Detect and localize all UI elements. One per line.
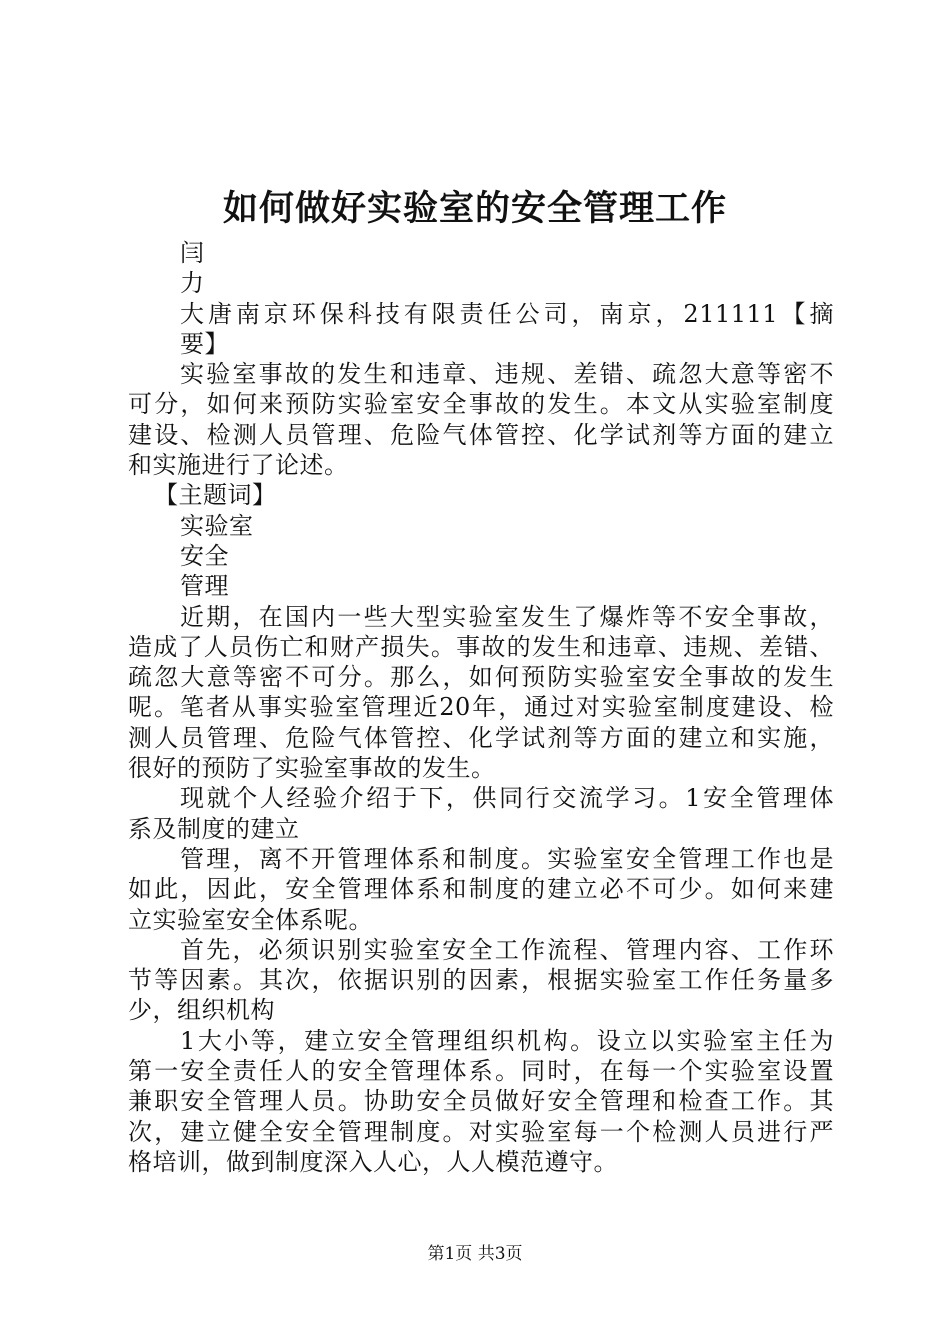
paragraph-line: 次，建立健全安全管理制度。对实验室每一个检测人员进行严 (128, 1117, 834, 1146)
paragraph-line: 管理，离不开管理体系和制度。实验室安全管理工作也是 (180, 844, 834, 873)
paragraph-line: 现就个人经验介绍于下，供同行交流学习。1安全管理体 (180, 784, 834, 813)
paragraph-line: 第一安全责任人的安全管理体系。同时，在每一个实验室设置 (128, 1057, 834, 1086)
document-body (128, 238, 834, 1177)
affiliation-line: 大唐南京环保科技有限责任公司，南京，211111【摘 (180, 299, 834, 328)
abstract-line: 可分，如何来预防实验室安全事故的发生。本文从实验室制度 (128, 390, 834, 419)
keyword: 安全 (180, 541, 229, 570)
page-footer: 第1页 共3页 (427, 1244, 523, 1264)
keywords-label: 【主题词】 (154, 481, 277, 510)
paragraph-line: 系及制度的建立 (128, 814, 300, 843)
abstract-label: 要】 (180, 329, 229, 358)
paragraph-line: 呢。笔者从事实验室管理近20年，通过对实验室制度建设、检 (128, 693, 834, 722)
abstract-line: 和实施进行了论述。 (128, 451, 349, 480)
paragraph-line: 很好的预防了实验室事故的发生。 (128, 754, 496, 783)
paragraph-line: 1大小等，建立安全管理组织机构。设立以实验室主任为 (180, 1026, 834, 1055)
paragraph-line: 少，组织机构 (128, 996, 275, 1025)
keyword: 管理 (180, 572, 229, 601)
paragraph-line: 近期，在国内一些大型实验室发生了爆炸等不安全事故， (180, 602, 834, 631)
author-line: 闫 (180, 239, 205, 267)
keyword: 实验室 (180, 511, 254, 540)
abstract-line: 建设、检测人员管理、危险气体管控、化学试剂等方面的建立 (128, 420, 834, 449)
paragraph-line: 节等因素。其次，依据识别的因素，根据实验室工作任务量多 (128, 966, 834, 995)
document-title: 如何做好实验室的安全管理工作 (222, 188, 727, 229)
paragraph-line: 如此，因此，安全管理体系和制度的建立必不可少。如何来建 (128, 875, 834, 904)
abstract-line: 实验室事故的发生和违章、违规、差错、疏忽大意等密不 (180, 360, 834, 389)
paragraph-line: 测人员管理、危险气体管控、化学试剂等方面的建立和实施， (128, 723, 834, 752)
author-line: 力 (180, 269, 205, 298)
paragraph-line: 疏忽大意等密不可分。那么，如何预防实验室安全事故的发生 (128, 663, 834, 692)
paragraph-line: 格培训，做到制度深入人心，人人模范遵守。 (128, 1147, 618, 1176)
paragraph-line: 造成了人员伤亡和财产损失。事故的发生和违章、违规、差错、 (128, 632, 834, 661)
paragraph-line: 兼职安全管理人员。协助安全员做好安全管理和检查工作。其 (128, 1087, 834, 1116)
paragraph-line: 立实验室安全体系呢。 (128, 905, 373, 934)
paragraph-line: 首先，必须识别实验室安全工作流程、管理内容、工作环 (180, 935, 834, 964)
